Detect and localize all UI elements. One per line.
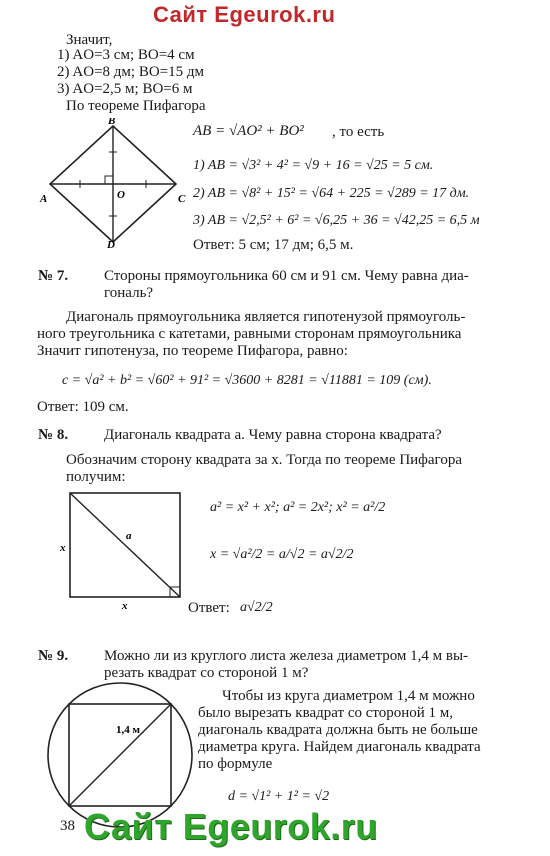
sec6-calc-2: 2) AB = √8² + 15² = √64 + 225 = √289 = 17 дм. [193, 186, 470, 201]
sec7-answer: Ответ: 109 см. [37, 399, 129, 415]
sec9-para-line4: диаметра круга. Найдем диагональ квадрата [198, 739, 481, 755]
sec8-equation-1: a² = x² + x²; a² = 2x²; x² = a²/2 [210, 500, 386, 515]
square-diagonal [69, 704, 171, 806]
sec9-number: № 9. [38, 648, 69, 664]
sec6-item-2: 2) AO=8 дм; BO=15 дм [57, 64, 205, 80]
sec9-para-line3: диагональ квадрата должна быть не больше [198, 722, 478, 738]
sec7-formula: c = √a² + b² = √60² + 91² = √3600 + 8281 = √11881 = 109 (см). [62, 373, 432, 388]
label-b: B [108, 118, 116, 127]
sec8-answer-value: a√2/2 [240, 600, 273, 615]
right-angle-mark [105, 176, 113, 184]
sec8-equation-2: x = √a²/2 = a/√2 = a√2/2 [210, 547, 354, 562]
label-d: D [107, 239, 115, 248]
sec8-answer-label: Ответ: [188, 600, 230, 616]
label-o: O [117, 189, 125, 201]
sec6-calc-1: 1) AB = √3² + 4² = √9 + 16 = √25 = 5 см. [193, 158, 434, 173]
sec9-formula: d = √1² + 1² = √2 [228, 789, 330, 804]
sec8-number: № 8. [38, 427, 69, 443]
square-figure [60, 485, 190, 615]
sec6-answer: Ответ: 5 см; 17 дм; 6,5 м. [193, 237, 354, 253]
square-diagonal [70, 493, 180, 597]
sec9-para-line1: Чтобы из круга диаметром 1,4 м можно [222, 688, 475, 704]
sec7-number: № 7. [38, 268, 69, 284]
sec9-para-line2: было вырезать квадрат со стороной 1 м, [198, 705, 454, 721]
sec6-intro: Значит, [66, 32, 113, 48]
sec6-formula-tail: , то есть [332, 124, 385, 140]
watermark-top: Сайт Egeurok.ru [153, 2, 336, 27]
sec7-para-line2: ного треугольника с катетами, равными сторонам прямоугольника [37, 326, 462, 342]
sec8-para-line2: получим: [66, 469, 126, 485]
sec6-formula: AB = √AO² + BO² [193, 123, 304, 139]
label-x-side: x [60, 542, 66, 554]
label-c: C [178, 193, 186, 205]
page-number: 38 [60, 818, 75, 834]
sec9-question-line2: резать квадрат со стороной 1 м? [104, 665, 309, 681]
sec7-para-line1: Диагональ прямоугольника является гипотенузой прямоуголь- [66, 309, 466, 325]
sec6-item-3: 3) AO=2,5 м; BO=6 м [57, 81, 193, 97]
sec8-question: Диагональ квадрата a. Чему равна сторона квадрата? [104, 427, 442, 443]
label-a: A [40, 193, 48, 205]
sec9-para-line5: по формуле [198, 756, 273, 772]
sec6-calc-3: 3) AB = √2,5² + 6² = √6,25 + 36 = √42,25 = 6,5 м [193, 213, 480, 228]
sec9-question-line1: Можно ли из круглого листа железа диаметром 1,4 м вы- [104, 648, 469, 664]
diameter-label: 1,4 м [116, 724, 140, 736]
sec8-para-line1: Обозначим сторону квадрата за x. Тогда по теореме Пифагора [66, 452, 462, 468]
watermark-bottom: Сайт Egeurok.ru [84, 806, 378, 847]
label-a: a [126, 530, 132, 542]
sec6-item-1: 1) AO=3 см; BO=4 см [57, 47, 195, 63]
sec7-question-line1: Стороны прямоугольника 60 см и 91 см. Чему равна диа- [104, 268, 469, 284]
rhombus-figure [38, 118, 188, 248]
sec6-pythagoras: По теореме Пифагора [66, 98, 206, 114]
sec7-para-line3: Значит гипотенуза, по теореме Пифагора, равно: [37, 343, 348, 359]
sec7-question-line2: гональ? [104, 285, 154, 301]
label-x-bottom: x [122, 600, 128, 612]
